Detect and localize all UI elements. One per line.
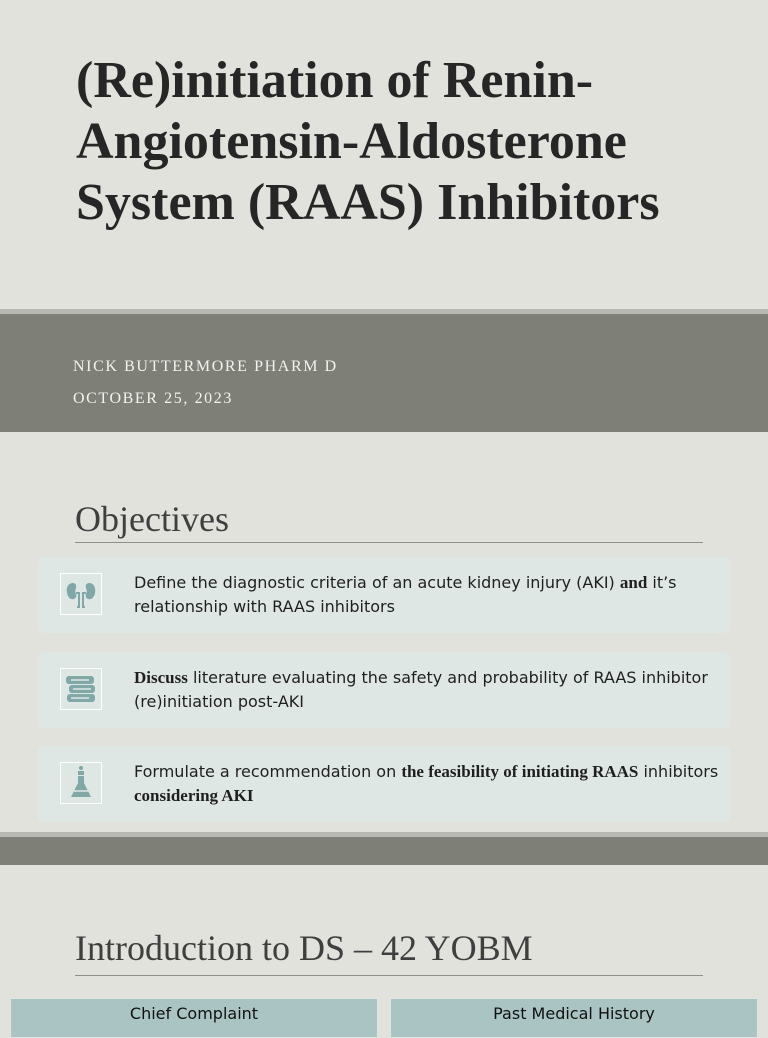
kidneys-icon bbox=[60, 573, 102, 615]
objective-text-1: Define the diagnostic criteria of an acute kidney injury (AKI) and it’s relationship with RAAS inhibitors bbox=[134, 573, 677, 616]
past-medical-history-header: Past Medical History bbox=[390, 998, 758, 1038]
objective-card-1 bbox=[38, 557, 730, 633]
presentation-date: OCTOBER 25, 2023 bbox=[73, 390, 233, 407]
objective-text-3: Formulate a recommendation on the feasibility of initiating RAAS inhibitors considering AKI bbox=[134, 762, 719, 805]
lab-flask-icon bbox=[60, 762, 102, 804]
presenter-name: NICK BUTTERMORE PHARM D bbox=[73, 358, 338, 375]
objectives-heading: Objectives bbox=[75, 499, 229, 539]
objectives-slide bbox=[0, 432, 768, 834]
objective-text-2: Discuss literature evaluating the safety and probability of RAAS inhibitor (re)initiation post-AKI bbox=[134, 668, 708, 711]
introduction-slide bbox=[0, 865, 768, 1024]
introduction-heading: Introduction to DS – 42 YOBM bbox=[75, 928, 533, 968]
objective-card-3 bbox=[38, 746, 730, 822]
objective-card-2 bbox=[38, 652, 730, 728]
slide-separator-band bbox=[0, 837, 768, 865]
title-slide bbox=[0, 0, 768, 432]
subtitle-band bbox=[0, 314, 768, 432]
presentation-title: (Re)initiation of Renin-Angiotensin-Aldosterone System (RAAS) Inhibitors bbox=[76, 52, 660, 231]
books-icon bbox=[60, 668, 102, 710]
chief-complaint-header: Chief Complaint bbox=[10, 998, 378, 1038]
heading-underline bbox=[75, 975, 703, 976]
heading-underline bbox=[75, 542, 703, 543]
